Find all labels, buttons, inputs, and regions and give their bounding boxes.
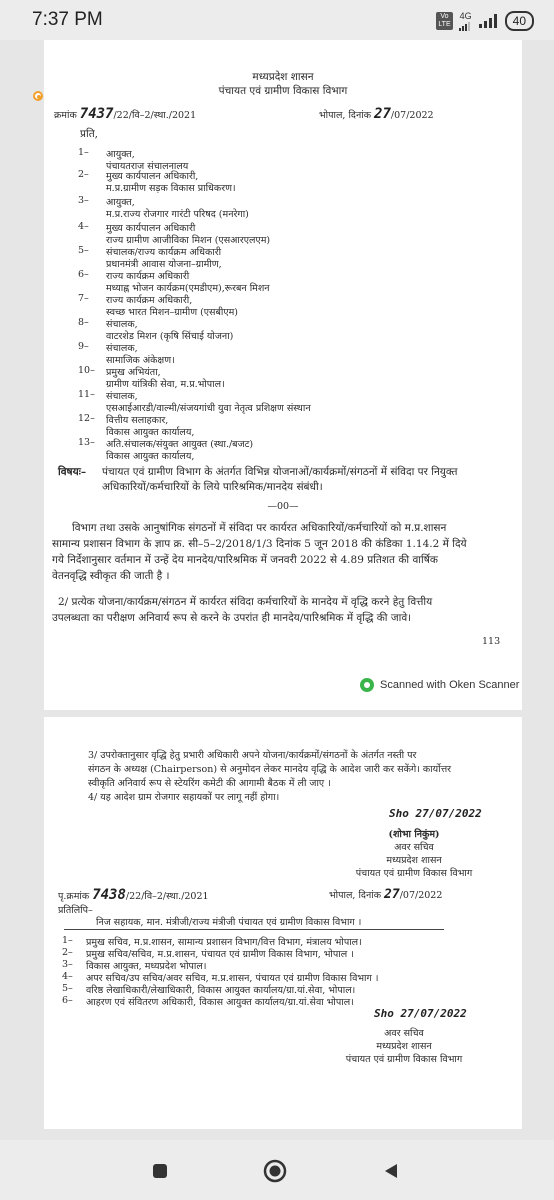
copy-item: प्रमुख सचिव/सचिव, म.प्र.शासन, पंचायत एवं ग्रामीण विकास विभाग, भोपाल । <box>86 949 354 960</box>
recipient-line: विकास आयुक्त कार्यालय, <box>106 427 195 438</box>
recipient-number: 7– <box>78 293 89 304</box>
recipient-line: मध्याह्न भोजन कार्यक्रम(एमडीएम),रूरबन मिशन <box>106 283 270 294</box>
para2-line-1: 2/ प्रत्येक योजना/कार्यक्रम/संगठन में कार्यरत संविदा कर्मचारियों के मानदेय में वृद्धि करने हेतु वित्तीय <box>58 596 433 608</box>
recipient-line: राज्य कार्यक्रम अधिकारी <box>106 271 190 282</box>
recipient-number: 12– <box>78 413 95 424</box>
recipient-line: आयुक्त, <box>106 197 135 208</box>
recipient-number: 2– <box>78 169 89 180</box>
copy-place-date-label: भोपाल, दिनांक <box>329 890 382 901</box>
divider: —00— <box>267 501 299 512</box>
copy-ref-handwritten: 7438 <box>92 887 126 903</box>
subject-line-1: पंचायत एवं ग्रामीण विभाग के अंतर्गत विभिन्न योजनाओं/कार्यक्रमों/संगठनों में संविदा पर नियुक्त <box>102 466 458 478</box>
copy-number: 1– <box>62 935 73 946</box>
recipient-line: म.प्र.राज्य रोजगार गारंटी परिषद (मनरेगा) <box>106 209 249 220</box>
copy-date-suffix: /07/2022 <box>399 890 443 901</box>
copy-date-handwritten: 27 <box>384 887 400 902</box>
copy-ref-suffix: /22/वि–2/स्था./2021 <box>125 891 209 902</box>
volte-bottom: LTE <box>438 21 451 28</box>
para3-line-3: स्वीकृति अनिवार्य रूप से स्टेयरिंग कमेटी की आगामी बैठक में ली जाए । <box>88 778 331 789</box>
subject-line-2: अधिकारियों/कर्मचारियों के लिये पारिश्रमिक/मानदेय संबंधी। <box>102 481 323 493</box>
signature-1: Sho 27/07/2022 <box>389 807 482 820</box>
recents-icon[interactable] <box>151 1162 169 1180</box>
recipient-line: राज्य कार्यक्रम अधिकारी, <box>106 295 193 306</box>
copy-number: 5– <box>62 983 73 994</box>
para1-line-3: गये निर्देशानुसार वर्तमान में उन्हें देय मानदेय/पारिश्रमिक में जनवरी 2022 से 4.89 प्रतिशत की वार्षिक <box>52 554 438 566</box>
ref-suffix: /22/वि–2/स्था./2021 <box>113 110 197 121</box>
status-icons <box>436 11 534 31</box>
signatory-org-2: पंचायत एवं ग्रामीण विकास विभाग <box>355 868 473 879</box>
copy-number: 3– <box>62 959 73 970</box>
recipient-line: सामाजिक अंकेक्षण। <box>106 355 175 366</box>
recipient-number: 1– <box>78 147 89 158</box>
recipient-line: स्वच्छ भारत मिशन–ग्रामीण (एसबीएम) <box>106 307 238 318</box>
document-page-2 <box>44 717 522 1129</box>
copy-item: विकास आयुक्त, मध्यप्रदेश भोपाल। <box>86 961 207 972</box>
copy-number: 6– <box>62 995 73 1006</box>
signatory2-org-2: पंचायत एवं ग्रामीण विकास विभाग <box>345 1054 463 1065</box>
battery-icon: 40 <box>505 11 534 31</box>
copy-label: प्रतिलिपि– <box>58 905 93 916</box>
signal-bars-icon <box>479 14 499 28</box>
para4: 4/ यह आदेश ग्राम रोजगार सहायकों पर लागू नहीं होगा। <box>88 792 280 803</box>
recipient-line: ग्रामीण यांत्रिकी सेवा, म.प्र.भोपाल। <box>106 379 225 390</box>
recipient-line: संचालक, <box>106 319 138 330</box>
scanned-text: Scanned with Oken Scanner <box>380 679 520 691</box>
recipient-number: 6– <box>78 269 89 280</box>
copy-separator <box>64 929 444 930</box>
recipient-line: विकास आयुक्त कार्यालय, <box>106 451 195 462</box>
recipient-line: वाटरशेड मिशन (कृषि सिंचाई योजना) <box>106 331 234 342</box>
copy-number: 2– <box>62 947 73 958</box>
signatory2-title: अवर सचिव <box>384 1028 424 1039</box>
recipient-number: 11– <box>78 389 95 400</box>
recipient-line: संचालक, <box>106 391 138 402</box>
orange-marker-icon[interactable] <box>33 91 43 101</box>
recipient-line: संचालक, <box>106 343 138 354</box>
para3-line-2: संगठन के अध्यक्ष (Chairperson) से अनुमोदन लेकर मानदेय वृद्धि के आदेश जारी कर सकेंगे। कार्योत्तर <box>88 764 452 775</box>
volte-icon <box>436 12 452 30</box>
signatory-title: अवर सचिव <box>394 842 434 853</box>
copy-item: आहरण एवं संवितरण अधिकारी, विकास आयुक्त कार्यालय/ग्रा.यां.सेवा भोपाल। <box>86 997 354 1008</box>
status-bar <box>0 0 554 40</box>
recipient-line: वित्तीय सलाहकार, <box>106 415 169 426</box>
copy-ref-label: पृ.क्रमांक <box>58 891 90 902</box>
copy-first: निज सहायक, मान. मंत्रीजी/राज्य मंत्रीजी पंचायत एवं ग्रामीण विकास विभाग । <box>96 917 362 928</box>
signatory-org-1: मध्यप्रदेश शासन <box>386 855 442 866</box>
signatory-name: (शोभा निकुंम) <box>388 829 440 840</box>
recipient-line: मुख्य कार्यपालन अधिकारी <box>106 223 196 234</box>
copy-place-date <box>329 887 442 902</box>
volte-top: Vo <box>440 13 449 20</box>
subject-label: विषयः– <box>58 466 87 478</box>
document-page-1 <box>44 40 522 710</box>
para2-line-2: उपलब्धता का परीक्षण अनिवार्य रूप से करने के उपरांत ही मानदेय/पारिश्रमिक में वृद्धि की जावे। <box>52 612 412 624</box>
signature-2: Sho 27/07/2022 <box>374 1007 467 1020</box>
navigation-bar <box>0 1140 554 1200</box>
recipient-line: प्रधानमंत्री आवास योजना–ग्रामीण, <box>106 259 222 270</box>
copy-item: अपर सचिव/उप सचिव/अवर सचिव, म.प्र.शासन, पंचायत एवं ग्रामीण विकास विभाग । <box>86 973 379 984</box>
signatory2-org-1: मध्यप्रदेश शासन <box>376 1041 432 1052</box>
copy-item: वरिष्ठ लेखाधिकारी/लेखाधिकारी, विकास आयुक्त कार्यालय/ग्रा.यां.सेवा, भोपाल। <box>86 985 356 996</box>
recipient-number: 8– <box>78 317 89 328</box>
back-icon[interactable] <box>382 1162 400 1180</box>
ref-label: क्रमांक <box>54 110 77 121</box>
recipient-line: प्रमुख अभियंता, <box>106 367 161 378</box>
para3-line-1: 3/ उपरोक्तानुसार वृद्धि हेतु प्रभारी अधिकारी अपने योजना/कार्यक्रमों/संगठनों के अंतर्गत नस्ती पर <box>88 750 417 761</box>
oken-scanner-icon <box>360 678 374 692</box>
place-date <box>319 106 434 122</box>
place-date-label: भोपाल, दिनांक <box>319 110 372 121</box>
header-line-1: मध्यप्रदेश शासन <box>252 71 314 83</box>
recipient-number: 3– <box>78 195 89 206</box>
copy-number: 4– <box>62 971 73 982</box>
network-type: 4G <box>459 10 472 21</box>
para1-line-2: सामान्य प्रशासन विभाग के ज्ञाप क्र. सी–5–2/2018/1/3 दिनांक 5 जून 2018 की कंडिका 1.14.2 में दिये <box>52 538 467 550</box>
signal-icon <box>459 12 473 31</box>
ref-handwritten: 7437 <box>79 106 114 122</box>
scanned-watermark <box>360 678 519 692</box>
prati-label: प्रति, <box>80 128 99 140</box>
copy-item: प्रमुख सचिव, म.प्र.शासन, सामान्य प्रशासन विभाग/वित्त विभाग, मंत्रालय भोपाल। <box>86 937 362 948</box>
recipient-number: 4– <box>78 221 89 232</box>
recipient-line: संचालक/राज्य कार्यक्रम अधिकारी <box>106 247 222 258</box>
para1-line-1: विभाग तथा उसके आनुषांगिक संगठनों में संविदा पर कार्यरत अधिकारियों/कर्मचारियों को म.प्र.शासन <box>72 522 447 534</box>
recipient-line: अति.संचालक/संयुक्त आयुक्त (स्था./बजट) <box>106 439 254 450</box>
ref-number <box>54 106 196 122</box>
header-line-2: पंचायत एवं ग्रामीण विकास विभाग <box>218 85 348 97</box>
recipient-number: 5– <box>78 245 89 256</box>
clock: 7:37 PM <box>32 9 103 30</box>
recipient-number: 10– <box>78 365 95 376</box>
recipient-line: पंचायतराज संचालनालय <box>106 161 189 172</box>
recipient-line: म.प्र.ग्रामीण सड़क विकास प्राधिकरण। <box>106 183 236 194</box>
page-number: 113 <box>482 636 501 647</box>
date-suffix: /07/2022 <box>390 110 434 121</box>
date-handwritten: 27 <box>374 106 391 122</box>
recipient-line: राज्य ग्रामीण आजीविका मिशन (एसआरएलएम) <box>106 235 271 246</box>
recipient-number: 9– <box>78 341 89 352</box>
home-icon[interactable] <box>263 1159 287 1183</box>
recipient-number: 13– <box>78 437 95 448</box>
recipient-line: एसआईआरडी/वाल्मी/संजयगांधी युवा नेतृत्व प्रशिक्षण संस्थान <box>106 403 311 414</box>
copy-ref-number <box>58 887 209 903</box>
recipient-line: आयुक्त, <box>106 149 135 160</box>
recipient-line: मुख्य कार्यपालन अधिकारी, <box>106 171 199 182</box>
para1-line-4: वेतनवृद्धि स्वीकृत की जाती है । <box>52 570 170 582</box>
